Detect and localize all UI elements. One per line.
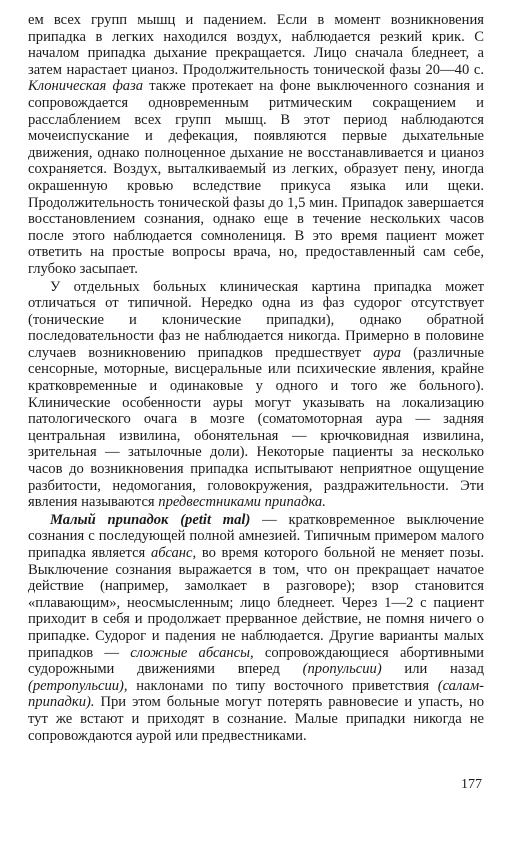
italic-term: (салам-припадки). bbox=[28, 677, 484, 711]
text-run: — кратковременное выключение сознания с последующей полной амнезией. Типичным примером малого припадка является bbox=[28, 511, 484, 561]
italic-term: (пропульсии) bbox=[302, 661, 382, 678]
text-run: во время которого больной не меняет позы. Выключение сознания выражается в том, что он прекращает начатое действие (например, замолкает в разговоре); взор становится «плавающим», неосмысленным; лицо бледнеет. Через 1—2 с пациент приходит в себя и продолжает прерванное действие, не помня ничего о припадке. Судорог и падения не наблюдается. Другие варианты малых припадков — bbox=[28, 545, 485, 661]
paragraph bbox=[28, 12, 484, 278]
paragraph bbox=[28, 512, 484, 744]
text-run: или назад bbox=[381, 661, 485, 678]
text-run: ем всех групп мышц и падением. Если в момент возникновения припадка в легких находился воздух, наблюдается резкий крик. С началом припадка дыхание прекращается. Лицо сначала бледнеет, а затем нарастает цианоз. Продолжительность тонической фазы 20—40 с. bbox=[28, 12, 484, 78]
text-run: также протекает на фоне выключенного сознания и сопровождается одновременным ритмическим сокращением и расслаблением всех групп мышц. В этот период наблюдаются мочеиспускание и дефекация, появляются первые дыхательные движения, однако полноценное дыхание не восстанавливается и цианоз сохраняется. Воздух, выталкиваемый из легких, образует пену, иногда окрашенную кровью вследствие прикуса языка или щеки. Продолжительность тонической фазы до 1,5 мин. Припадок завершается восстановлением сознания, однако еще в течение нескольких часов после этого наблюдается сомнолениця. В это время пациент может ответить на простые вопросы врача, но, предоставленный сам себе, глубоко засыпает. bbox=[28, 78, 484, 277]
italic-term: предвестниками припадка. bbox=[158, 494, 326, 511]
paragraph bbox=[28, 279, 484, 511]
italic-term: (ретропульсии), bbox=[28, 677, 128, 694]
bold-italic-term: Малый припадок (petit mal) bbox=[50, 511, 251, 528]
text-run: наклонами по типу восточного приветствия bbox=[127, 677, 438, 694]
italic-term: абсанс, bbox=[150, 545, 197, 561]
body-text bbox=[28, 12, 484, 744]
text-run: (различные сенсорные, моторные, висцеральные или психические явления, крайне кратковременные и одинаковые у одного и того же больного). Клинические особенности ауры могут указывать на локализацию патологического очага в мозге (соматомоторная аура — задняя центральная извилина, обонятельная — крючковидная извилина, зрительная — затылочные доли). Некоторые пациенты за несколько часов до возникновения припадка испытывают неприятное ощущение разбитости, недомогания, головокружения, раздражительности. Эти явления называются bbox=[28, 344, 485, 511]
text-run: сопровождающиеся абортивными судорожными движениями вперед bbox=[28, 644, 484, 678]
text-run: При этом больные могут потерять равновесие и упасть, но тут же встают и приходят в сознание. Малые припадки никогда не сопровождаются аурой или предвестниками. bbox=[28, 694, 484, 744]
text-run: У отдельных больных клиническая картина припадка может отличаться от типичной. Нередко одна из фаз судорог отсутствует (тонические и клонические припадки), однако обратной последовательности фаз не наблюдается никогда. Примерно в половине случаев возникновению припадков предшествует bbox=[28, 278, 484, 361]
italic-term: сложные абсансы, bbox=[130, 644, 254, 661]
italic-term: Клоническая фаза bbox=[28, 78, 144, 95]
italic-term: аура bbox=[373, 344, 402, 361]
page-number: 177 bbox=[461, 777, 482, 792]
